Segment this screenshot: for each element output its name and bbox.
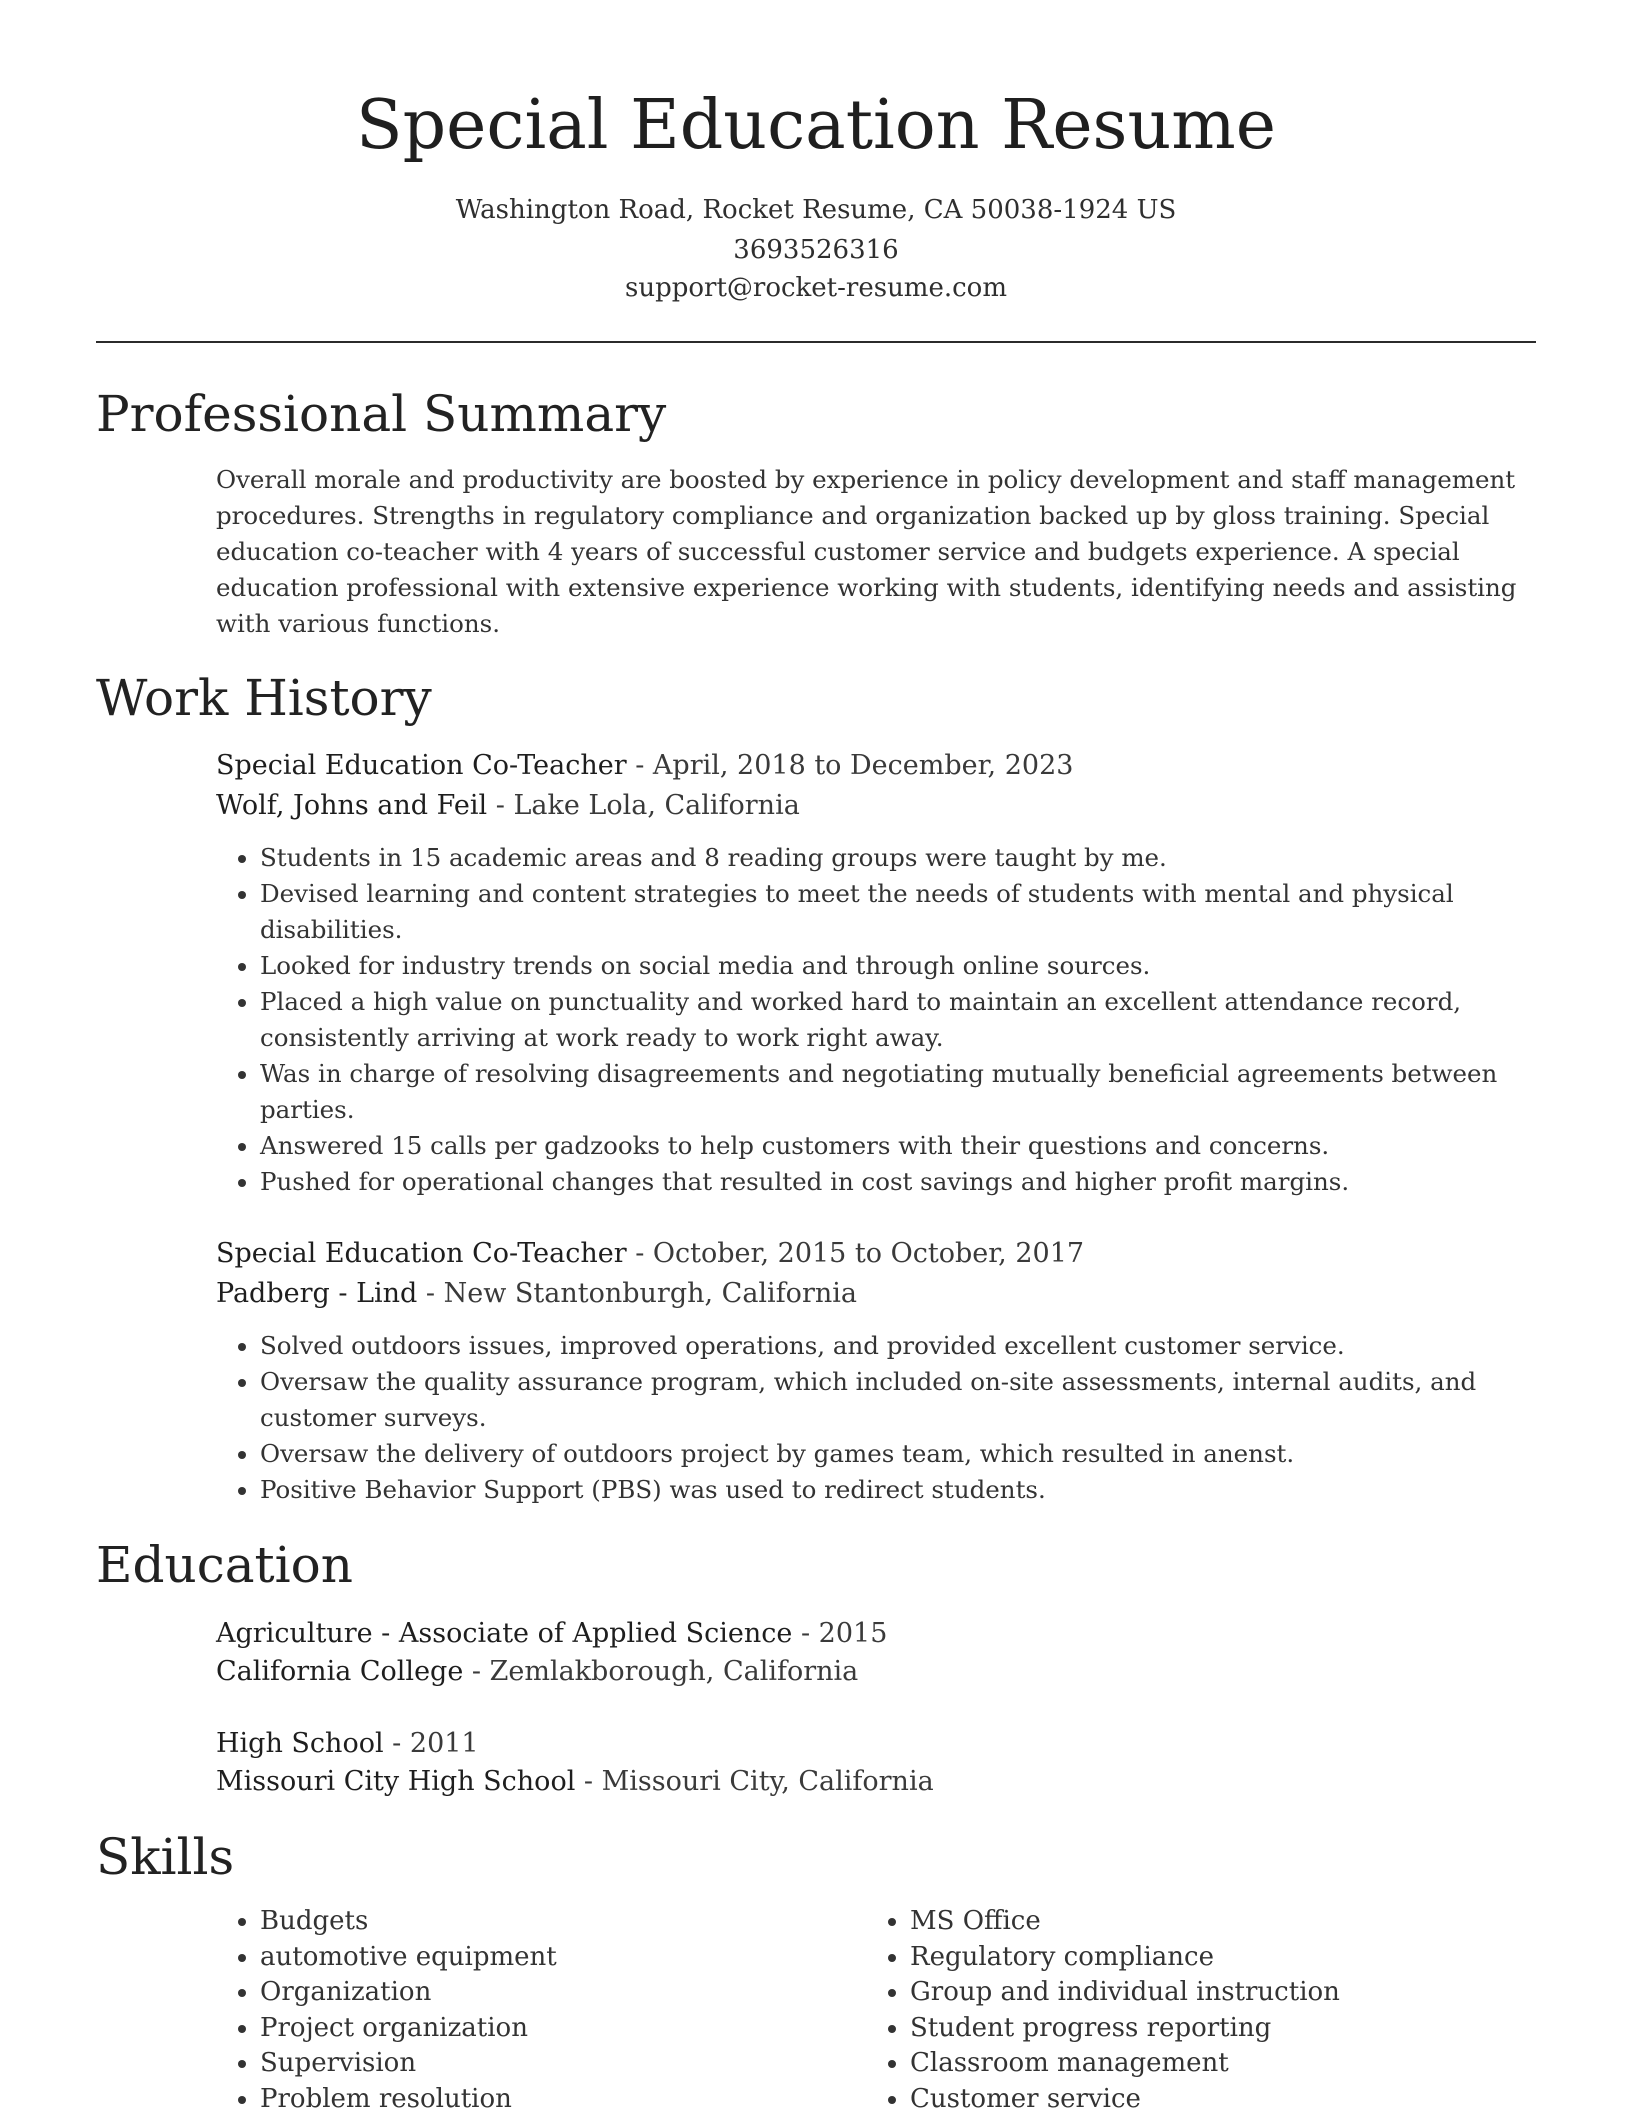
skills-list-right <box>866 1904 1510 2117</box>
separator: - <box>487 790 513 821</box>
list-item: • Looked for industry trends on social media and through online sources. <box>260 948 1584 984</box>
separator: - <box>627 750 653 781</box>
list-item: • Pushed for operational changes that resulted in cost savings and higher profit margins. <box>260 1164 1584 1200</box>
section-title-skills: Skills <box>96 1827 234 1887</box>
email: support@rocket-resume.com <box>0 269 1632 307</box>
list-item: • Devised learning and content strategies to meet the needs of students with mental and physical disabilities. <box>260 876 1584 948</box>
list-item: • Solved outdoors issues, improved operations, and provided excellent customer service. <box>260 1328 1584 1364</box>
separator: - <box>792 1618 818 1649</box>
education-2-location: Missouri City, California <box>602 1766 934 1797</box>
list-item: • Students in 15 academic areas and 8 reading groups were taught by me. <box>260 840 1584 876</box>
job-2-bullets <box>216 1328 1584 1508</box>
list-item: • Group and individual instruction <box>910 1975 1510 2011</box>
list-item: • Student progress reporting <box>910 2011 1510 2047</box>
list-item: • Answered 15 calls per gadzooks to help customers with their questions and concerns. <box>260 1128 1584 1164</box>
education-2-year: 2011 <box>410 1728 479 1759</box>
phone: 3693526316 <box>0 231 1632 269</box>
summary-text: Overall morale and productivity are boosted by experience in policy development and staff management procedures. Strengths in regulatory compliance and organization backed up by gloss training. Special education co-teacher with 4 years of successful customer service and budgets experience. A special education professional with extensive experience working with students, identifying needs and assisting with various functions. <box>216 462 1538 642</box>
resume-title: Special Education Resume <box>0 84 1632 168</box>
address: Washington Road, Rocket Resume, CA 50038-1924 US <box>0 191 1632 229</box>
separator: - <box>627 1238 653 1269</box>
education-1-year: 2015 <box>819 1618 888 1649</box>
job-1-location: Lake Lola, California <box>513 790 799 821</box>
list-item: • Supervision <box>260 2046 860 2082</box>
education-2-school-line <box>216 1762 934 1802</box>
education-2-degree: High School <box>216 1728 384 1759</box>
job-2-role: Special Education Co-Teacher <box>216 1238 627 1269</box>
job-1-title-line <box>216 746 1073 786</box>
list-item: • Regulatory compliance <box>910 1940 1510 1976</box>
list-item: • Problem resolution <box>260 2082 860 2117</box>
list-item: • Budgets <box>260 1904 860 1940</box>
job-1-bullets <box>216 840 1584 1200</box>
section-title-work: Work History <box>96 668 432 728</box>
list-item: • Organization <box>260 1975 860 2011</box>
education-1-degree: Agriculture - Associate of Applied Science <box>216 1618 792 1649</box>
education-1-location: Zemlakborough, California <box>490 1656 859 1687</box>
header-divider <box>96 341 1536 343</box>
list-item: • Placed a high value on punctuality and worked hard to maintain an excellent attendance record, consistently arriving at work ready to work right away. <box>260 984 1584 1056</box>
job-1-org-line <box>216 786 800 826</box>
separator: - <box>463 1656 489 1687</box>
list-item: • Oversaw the quality assurance program, which included on-site assessments, internal audits, and customer surveys. <box>260 1364 1584 1436</box>
list-item: • MS Office <box>910 1904 1510 1940</box>
education-2-school: Missouri City High School <box>216 1766 575 1797</box>
education-1-degree-line <box>216 1614 887 1654</box>
section-title-summary: Professional Summary <box>96 384 666 444</box>
list-item: • Customer service <box>910 2082 1510 2117</box>
job-2-company: Padberg - Lind <box>216 1278 417 1309</box>
job-1-company: Wolf, Johns and Feil <box>216 790 487 821</box>
separator: - <box>417 1278 443 1309</box>
education-1-school: California College <box>216 1656 463 1687</box>
section-title-education: Education <box>96 1535 353 1595</box>
job-2-title-line <box>216 1234 1084 1274</box>
job-1-role: Special Education Co-Teacher <box>216 750 627 781</box>
job-2-dates: October, 2015 to October, 2017 <box>653 1238 1084 1269</box>
job-1-dates: April, 2018 to December, 2023 <box>653 750 1074 781</box>
separator: - <box>575 1766 601 1797</box>
job-2-location: New Stantonburgh, California <box>444 1278 857 1309</box>
list-item: • Classroom management <box>910 2046 1510 2082</box>
list-item: • automotive equipment <box>260 1940 860 1976</box>
job-2-org-line <box>216 1274 857 1314</box>
education-1-school-line <box>216 1652 858 1692</box>
education-2-degree-line <box>216 1724 479 1764</box>
list-item: • Project organization <box>260 2011 860 2047</box>
list-item: • Oversaw the delivery of outdoors project by games team, which resulted in anenst. <box>260 1436 1584 1472</box>
skills-list-left <box>216 1904 860 2117</box>
list-item: • Positive Behavior Support (PBS) was used to redirect students. <box>260 1472 1584 1508</box>
list-item: • Was in charge of resolving disagreements and negotiating mutually beneficial agreements between parties. <box>260 1056 1584 1128</box>
separator: - <box>384 1728 410 1759</box>
